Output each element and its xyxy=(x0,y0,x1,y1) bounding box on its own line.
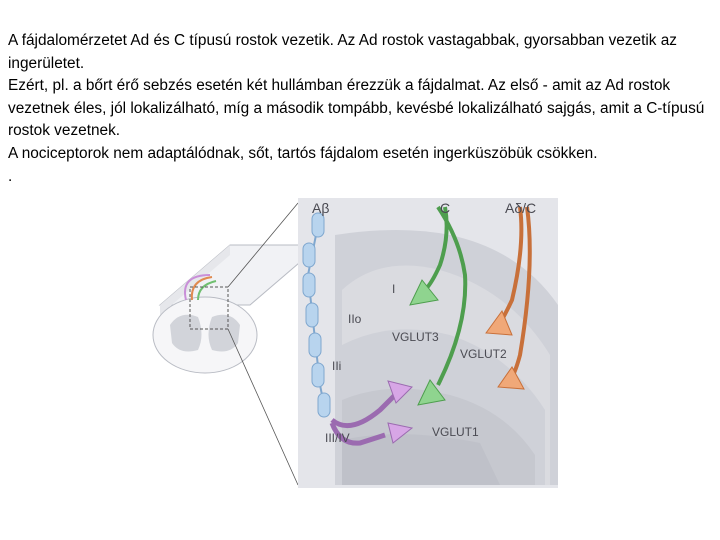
spinal-dorsal-horn-figure xyxy=(120,195,560,490)
label-c: C xyxy=(440,200,451,216)
vglut2-label: VGLUT2 xyxy=(460,347,507,361)
lamina-iii-iv-label: III/IV xyxy=(325,431,350,445)
paragraph-1: A fájdalomérzetet Ad és C típusú rostok vezetik. Az Ad rostok vastagabbak, gyorsabban vezetik az ingerületet. xyxy=(8,32,678,72)
vglut3-label: VGLUT3 xyxy=(392,330,439,344)
spinal-cord-cylinder xyxy=(153,203,320,485)
lamina-iio-label: IIo xyxy=(348,312,362,326)
label-adelta-c: Aδ/C xyxy=(505,200,537,216)
label-abeta: Aβ xyxy=(312,200,330,216)
paragraph-2: Ezért, pl. a bőrt érő sebzés esetén két hullámban érezzük a fájdalmat. Az első - amit az Ad rostok vezetnek éles, jól lokalizálható, míg a második tompább, kevésbé lokalizálható sajgás, amit a C-típusú rostok vezetnek. xyxy=(8,77,705,140)
lamina-iii-label: IIi xyxy=(332,359,342,373)
lamina-i-label: I xyxy=(392,282,396,296)
paragraph-3: A nociceptorok nem adaptálódnak, sőt, tartós fájdalom esetén ingerküszöbük csökken. xyxy=(8,144,598,162)
text-block xyxy=(8,30,713,188)
paragraph-4: . xyxy=(8,167,13,185)
vglut1-label: VGLUT1 xyxy=(432,425,479,439)
